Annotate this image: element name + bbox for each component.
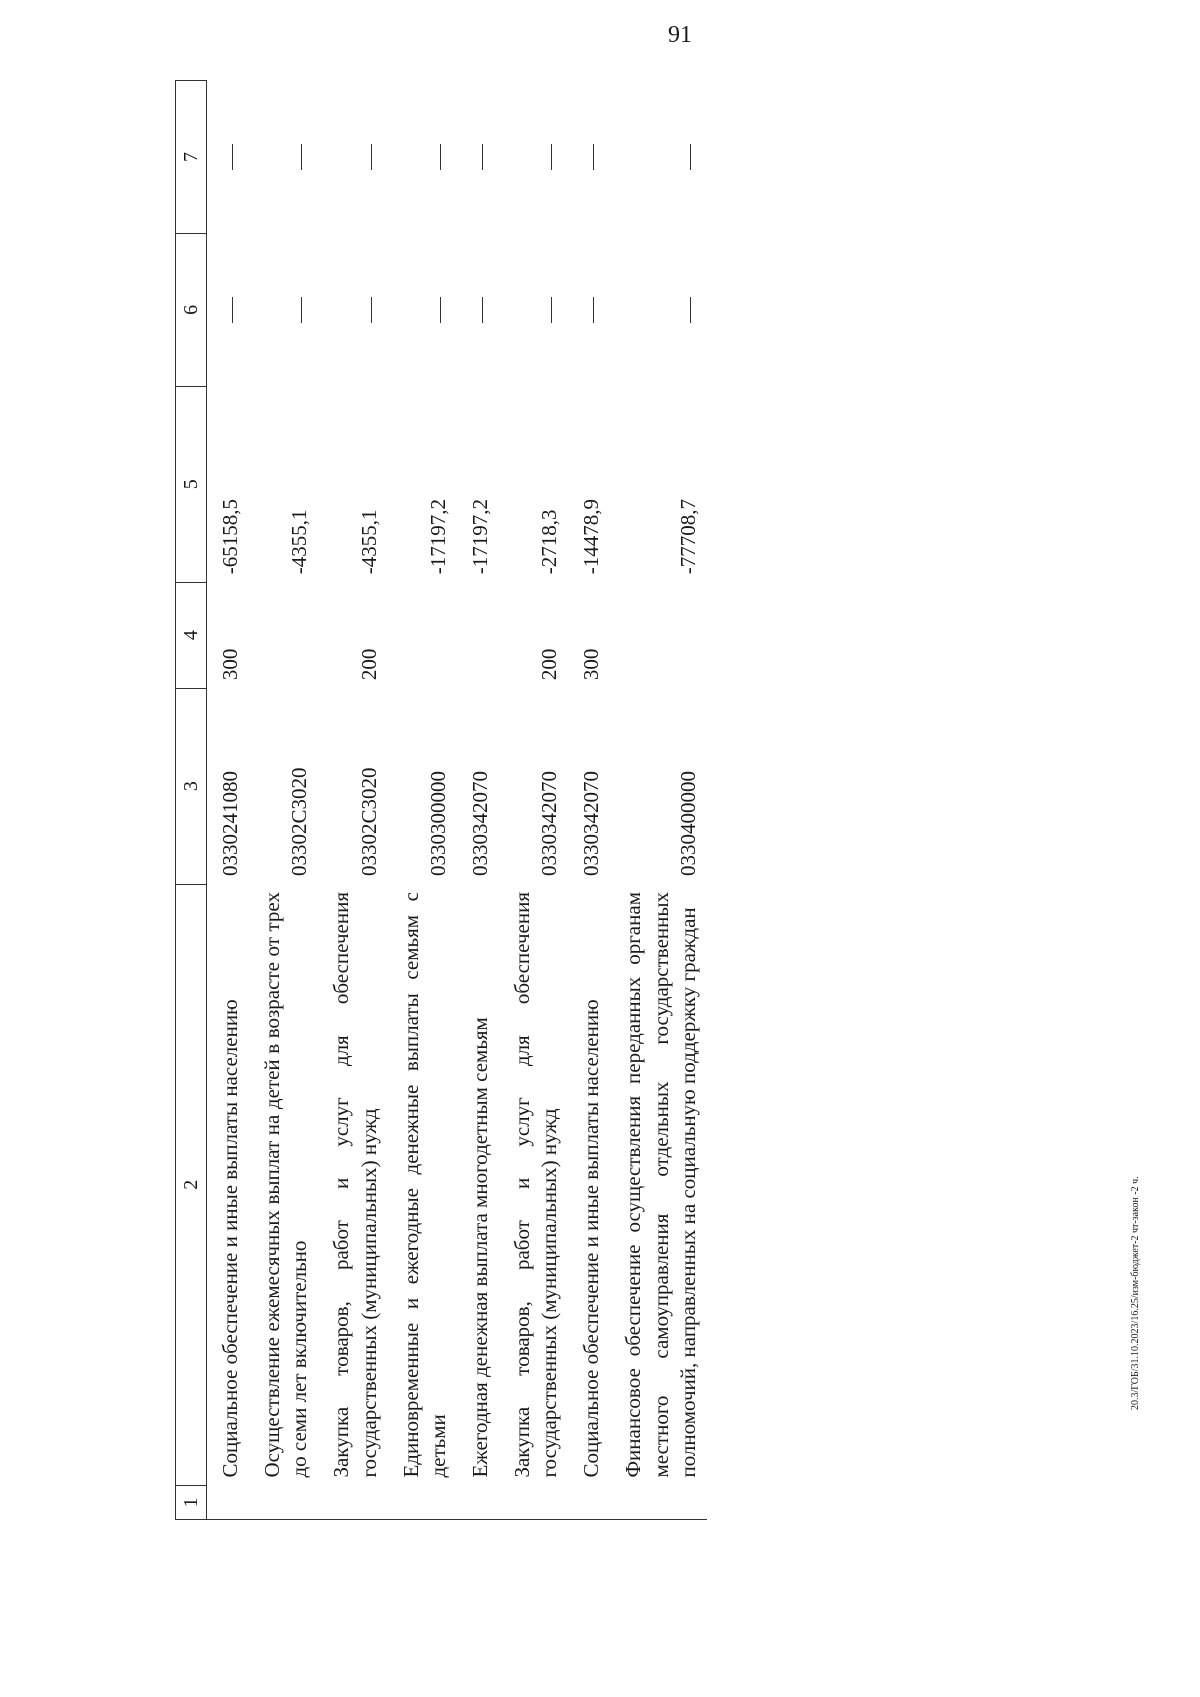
dash-mark bbox=[301, 144, 302, 170]
header-col-3: 3 bbox=[176, 688, 207, 884]
cell-type: 200 bbox=[537, 648, 562, 681]
table-row bbox=[388, 81, 457, 1520]
dash-mark bbox=[440, 297, 441, 323]
header-col-5: 5 bbox=[176, 386, 207, 582]
table-row bbox=[568, 81, 610, 1520]
dash-mark bbox=[482, 297, 483, 323]
dash-mark bbox=[232, 144, 233, 170]
cell-col-7 bbox=[318, 81, 387, 234]
cell-col-1 bbox=[318, 1486, 387, 1520]
cell-col-1 bbox=[207, 1486, 249, 1520]
cell-code: 03302С3020 bbox=[356, 767, 381, 877]
cell-col-1 bbox=[499, 1486, 568, 1520]
cell-code: 0330342070 bbox=[468, 771, 493, 877]
cell-col-7 bbox=[388, 81, 457, 234]
dash-mark bbox=[690, 144, 691, 170]
cell-col-7 bbox=[610, 81, 707, 234]
cell-col-1 bbox=[249, 1486, 318, 1520]
cell-name: Закупка товаров, работ и услуг для обеспечения государственных (муниципальных) нужд bbox=[329, 892, 381, 1478]
cell-code: 03302С3020 bbox=[287, 767, 312, 877]
footer-code bbox=[1130, 80, 1142, 1410]
dash-mark bbox=[301, 297, 302, 323]
cell-name: Ежегодная денежная выплата многодетным семьям bbox=[468, 1017, 493, 1478]
rotated-page-content bbox=[175, 80, 995, 1520]
dash-mark bbox=[593, 297, 594, 323]
cell-code: 0330342070 bbox=[579, 771, 604, 877]
cell-col-6 bbox=[610, 233, 707, 386]
page-number: 91 bbox=[668, 22, 692, 48]
cell-col-6 bbox=[207, 233, 249, 386]
header-col-2: 2 bbox=[176, 884, 207, 1486]
cell-amount: -17197,2 bbox=[426, 498, 451, 575]
cell-amount: -17197,2 bbox=[468, 498, 493, 575]
cell-col-6 bbox=[568, 233, 610, 386]
cell-type: 200 bbox=[356, 648, 381, 681]
cell-col-6 bbox=[318, 233, 387, 386]
cell-col-1 bbox=[568, 1486, 610, 1520]
dash-mark bbox=[482, 144, 483, 170]
header-col-4: 4 bbox=[176, 582, 207, 688]
cell-amount: -4355,1 bbox=[356, 509, 381, 575]
table-row bbox=[249, 81, 318, 1520]
cell-type: 300 bbox=[579, 648, 604, 681]
cell-type bbox=[457, 582, 499, 688]
cell-col-6 bbox=[388, 233, 457, 386]
header-col-1: 1 bbox=[176, 1486, 207, 1520]
cell-amount: -4355,1 bbox=[287, 509, 312, 575]
dash-mark bbox=[593, 144, 594, 170]
header-col-6: 6 bbox=[176, 233, 207, 386]
cell-amount: -14478,9 bbox=[579, 498, 604, 575]
cell-code: 0330400000 bbox=[676, 771, 701, 877]
cell-type bbox=[388, 582, 457, 688]
rotated-table-container bbox=[175, 80, 995, 1520]
table-row bbox=[318, 81, 387, 1520]
dash-mark bbox=[551, 297, 552, 323]
cell-col-7 bbox=[207, 81, 249, 234]
cell-name: Закупка товаров, работ и услуг для обеспечения государственных (муниципальных) нужд bbox=[509, 892, 562, 1478]
cell-name: Социальное обеспечение и иные выплаты населению bbox=[579, 999, 604, 1478]
cell-col-6 bbox=[499, 233, 568, 386]
table-body bbox=[207, 81, 708, 1520]
cell-name: Осуществление ежемесячных выплат на детей в возрасте от трех до семи лет включительно bbox=[259, 892, 312, 1478]
cell-col-1 bbox=[610, 1486, 707, 1520]
table-row bbox=[457, 81, 499, 1520]
cell-name: Социальное обеспечение и иные выплаты населению bbox=[218, 999, 242, 1478]
cell-col-7 bbox=[499, 81, 568, 234]
budget-table bbox=[175, 80, 707, 1520]
cell-name: Финансовое обеспечение осуществления переданных органам местного самоуправления отдельных государственных полномочий, направленных на социальную поддержку граждан bbox=[620, 892, 701, 1478]
cell-col-1 bbox=[388, 1486, 457, 1520]
cell-code: 0330241080 bbox=[218, 771, 242, 877]
cell-col-7 bbox=[249, 81, 318, 234]
dash-mark bbox=[232, 297, 233, 323]
cell-type bbox=[610, 582, 707, 688]
header-col-7: 7 bbox=[176, 81, 207, 234]
table-row bbox=[207, 81, 249, 1520]
cell-col-7 bbox=[457, 81, 499, 234]
dash-mark bbox=[690, 297, 691, 323]
dash-mark bbox=[371, 144, 372, 170]
cell-amount: -2718,3 bbox=[537, 509, 562, 575]
cell-amount: -77708,7 bbox=[676, 498, 701, 575]
table-row bbox=[610, 81, 707, 1520]
dash-mark bbox=[551, 144, 552, 170]
table-header-row bbox=[176, 81, 207, 1520]
cell-amount: -65158,5 bbox=[218, 498, 242, 575]
table-row bbox=[499, 81, 568, 1520]
cell-type bbox=[249, 582, 318, 688]
cell-code: 0330342070 bbox=[537, 771, 562, 877]
dash-mark bbox=[371, 297, 372, 323]
dash-mark bbox=[440, 144, 441, 170]
cell-col-6 bbox=[457, 233, 499, 386]
cell-col-6 bbox=[249, 233, 318, 386]
cell-col-7 bbox=[568, 81, 610, 234]
cell-code: 0330300000 bbox=[426, 771, 451, 877]
cell-type: 300 bbox=[218, 648, 242, 681]
cell-col-1 bbox=[457, 1486, 499, 1520]
footer-code-text: 20.3/ГОБ/31.10.2023/16.25/изм-бюджет-2 чт-закон -2 ч. bbox=[1130, 1176, 1141, 1410]
cell-name: Единовременные и ежегодные денежные выплаты семьям с детьми bbox=[398, 892, 451, 1478]
